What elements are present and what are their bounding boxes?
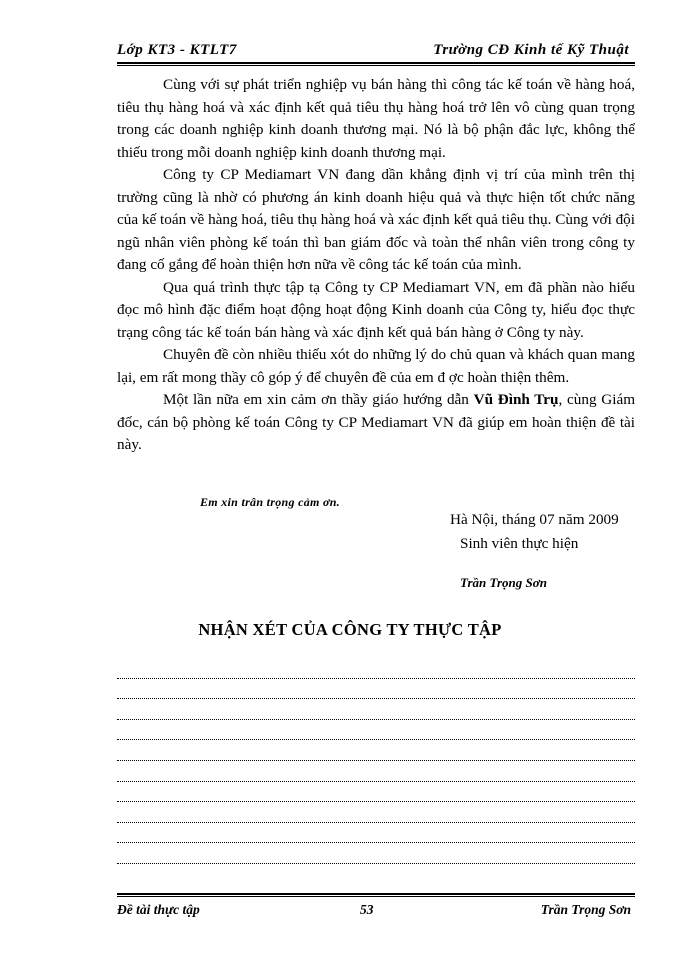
dotted-line — [117, 740, 635, 761]
footer-author: Trần Trọng Sơn — [540, 902, 631, 917]
student-label: Sinh viên thực hiện — [460, 535, 579, 552]
thanks-line: Em xin trân trọng cảm ơn. — [200, 495, 340, 509]
dotted-line — [117, 699, 635, 720]
footer-topic-label: Đề tài thực tập — [117, 902, 200, 917]
paragraph-5-before: Một lần nữa em xin cảm ơn thầy giáo hướng dẫn — [163, 391, 474, 408]
signature: Trần Trọng Sơn — [460, 575, 547, 590]
paragraph-4: Chuyên đề còn nhiều thiếu xót do những lý do chủ quan và khách quan mang lại, em rất mong thầy cô góp ý để chuyên đề của em đ ợc hoàn thiện thêm. — [117, 346, 635, 386]
header-class-label: Lớp KT3 - KTLT7 — [117, 42, 237, 58]
header-school-label: Trường CĐ Kinh tế Kỹ Thuật — [433, 42, 629, 58]
footer-rule-thin — [117, 896, 635, 897]
footer-rule-thick — [117, 893, 635, 895]
dotted-line — [117, 658, 635, 679]
page-number: 53 — [360, 902, 374, 917]
paragraph-5 — [117, 389, 635, 457]
company-review-title: NHẬN XÉT CỦA CÔNG TY THỰC TẬP — [198, 620, 502, 639]
page-header — [117, 38, 635, 62]
header-rule-thick — [117, 62, 635, 64]
page-footer — [117, 900, 635, 922]
header-rule-thin — [117, 65, 635, 66]
dotted-line — [117, 720, 635, 741]
dotted-line — [117, 823, 635, 844]
paragraph-1: Cùng với sự phát triển nghiệp vụ bán hàng thì công tác kế toán về hàng hoá, tiêu thụ hàng hoá và xác định kết quả tiêu thụ hàng hoá trở lên vô cùng quan trọng trong các doanh nghiệp kinh doanh thương mại. Nó là bộ phận đắc lực, không thể thiếu trong mỗi doanh nghiệp kinh doanh thương mại. — [117, 76, 635, 161]
dotted-line — [117, 679, 635, 700]
dotted-line — [117, 802, 635, 823]
paragraph-5-after: , cùng Giám đốc, cán bộ phòng kế toán Công ty CP Mediamart VN đã giúp em hoàn thiện đề tài này. — [117, 391, 636, 453]
dotted-line — [117, 761, 635, 782]
document-body — [117, 74, 635, 457]
dotted-line — [117, 843, 635, 864]
review-dotted-lines — [117, 658, 635, 864]
dotted-line — [117, 782, 635, 803]
place-date: Hà Nội, tháng 07 năm 2009 — [450, 511, 619, 528]
paragraph-2: Công ty CP Mediamart VN đang dần khẳng định vị trí của mình trên thị trường cũng là nhờ có phương án kinh doanh hiệu quả và thực hiện tốt chức năng của kế toán về hàng hoá, tiêu thụ hàng hoá và xác định kết quả tiêu thụ. Cùng với đội ngũ nhân viên phòng kế toán thì ban giám đốc và toàn thể nhân viên trong công ty đang cố gắng để hoàn thiện hơn nữa về công tác kế toán của mình. — [117, 166, 635, 273]
advisor-name: Vũ Đình Trụ — [473, 391, 559, 408]
paragraph-3: Qua quá trình thực tập tạ Công ty CP Mediamart VN, em đã phần nào hiểu đọc mô hình đặc điểm hoạt động hoạt động Kinh doanh của Công ty, hiểu đọc thực trạng công tác kế toán bán hàng và xác định kết quả bán hàng ở Công ty này. — [117, 278, 635, 341]
